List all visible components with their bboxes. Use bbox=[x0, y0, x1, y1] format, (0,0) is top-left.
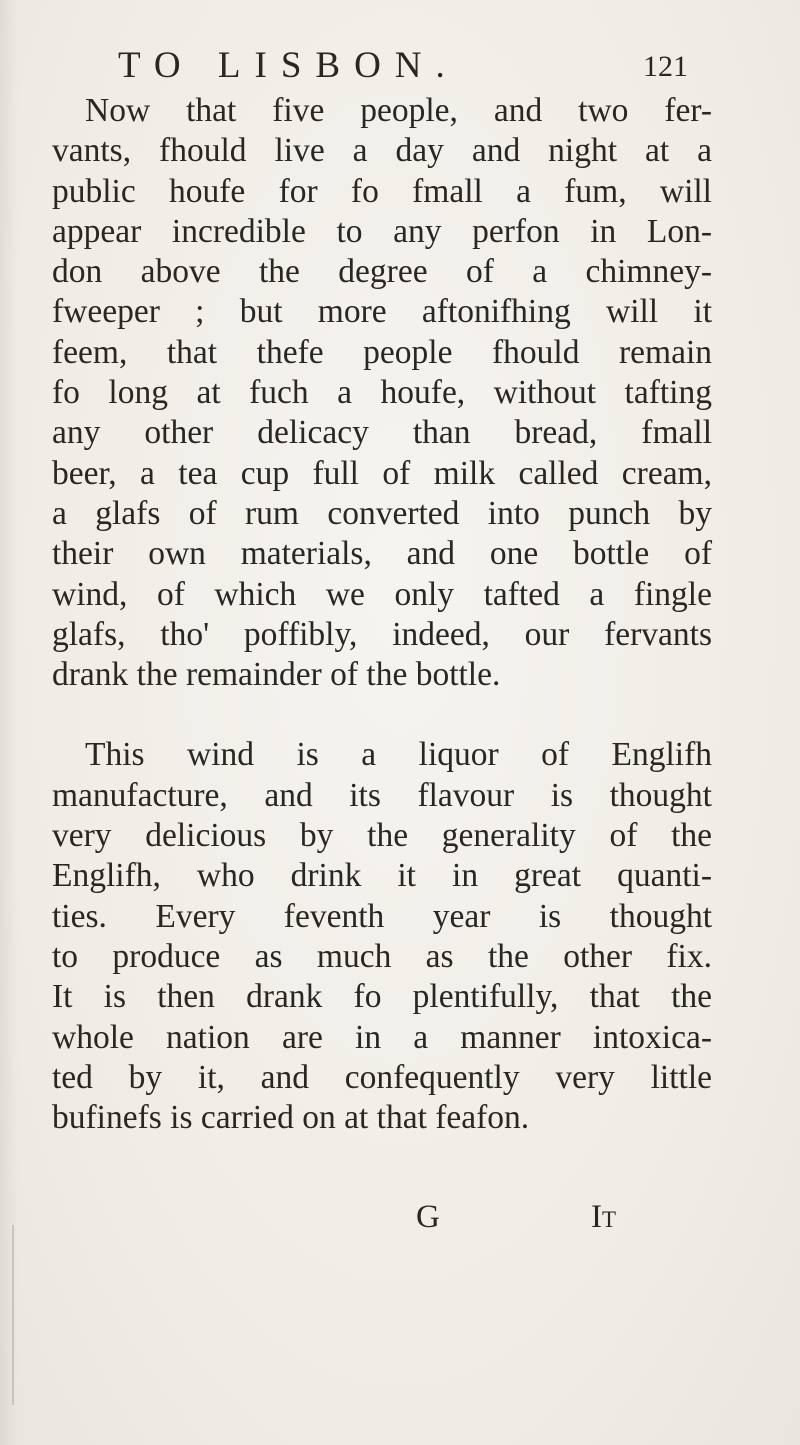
text-line: very delicious by the generality of the bbox=[52, 817, 712, 855]
text-line: vants, fhould live a day and night at a bbox=[52, 132, 712, 170]
signature-mark: G bbox=[416, 1199, 440, 1235]
text-line: appear incredible to any perfon in Lon- bbox=[52, 212, 712, 250]
text-line: a glafs of rum converted into punch by bbox=[52, 494, 712, 532]
text-line: beer, a tea cup full of milk called cream, bbox=[52, 454, 712, 492]
page-number: 121 bbox=[643, 50, 688, 83]
text-line: wind, of which we only tafted a fingle bbox=[52, 575, 712, 613]
text-line: drank the remainder of the bottle. bbox=[52, 656, 501, 694]
running-head bbox=[118, 44, 688, 94]
text-line: whole nation are in a manner intoxica- bbox=[52, 1018, 712, 1056]
text-line: It is then drank fo plentifully, that the bbox=[52, 978, 712, 1016]
text-line: fweeper ; but more aftonifhing will it bbox=[52, 293, 712, 331]
paragraph-gap bbox=[52, 695, 712, 735]
paragraph-1 bbox=[52, 91, 712, 695]
running-title: TO LISBON. bbox=[118, 45, 459, 86]
text-line: don above the degree of a chimney- bbox=[52, 253, 712, 291]
text-line: to produce as much as the other fix. bbox=[52, 937, 712, 975]
text-line: manufacture, and its flavour is thought bbox=[52, 776, 712, 814]
text-line: fo long at fuch a houfe, without tafting bbox=[52, 374, 712, 412]
text-line: ties. Every feventh year is thought bbox=[52, 897, 712, 935]
catchword: It bbox=[591, 1199, 617, 1235]
text-line: Englifh, who drink it in great quanti- bbox=[52, 857, 712, 895]
text-line: glafs, tho' poffibly, indeed, our fervants bbox=[52, 615, 712, 653]
text-line: public houfe for fo fmall a fum, will bbox=[52, 172, 712, 210]
catch-line bbox=[0, 1199, 800, 1243]
text-line: bufinefs is carried on at that feafon. bbox=[52, 1099, 530, 1137]
text-line: Now that five people, and two fer- bbox=[85, 92, 712, 129]
paragraph-2 bbox=[52, 735, 712, 1138]
body-text bbox=[52, 91, 712, 1138]
text-line: feem, that thefe people fhould remain bbox=[52, 333, 712, 371]
text-line: ted by it, and confequently very little bbox=[52, 1058, 712, 1096]
text-line: any other delicacy than bread, fmall bbox=[52, 414, 712, 452]
text-line: This wind is a liquor of Englifh bbox=[85, 736, 712, 774]
margin-rule bbox=[12, 1225, 14, 1405]
text-line: their own materials, and one bottle of bbox=[52, 535, 712, 573]
